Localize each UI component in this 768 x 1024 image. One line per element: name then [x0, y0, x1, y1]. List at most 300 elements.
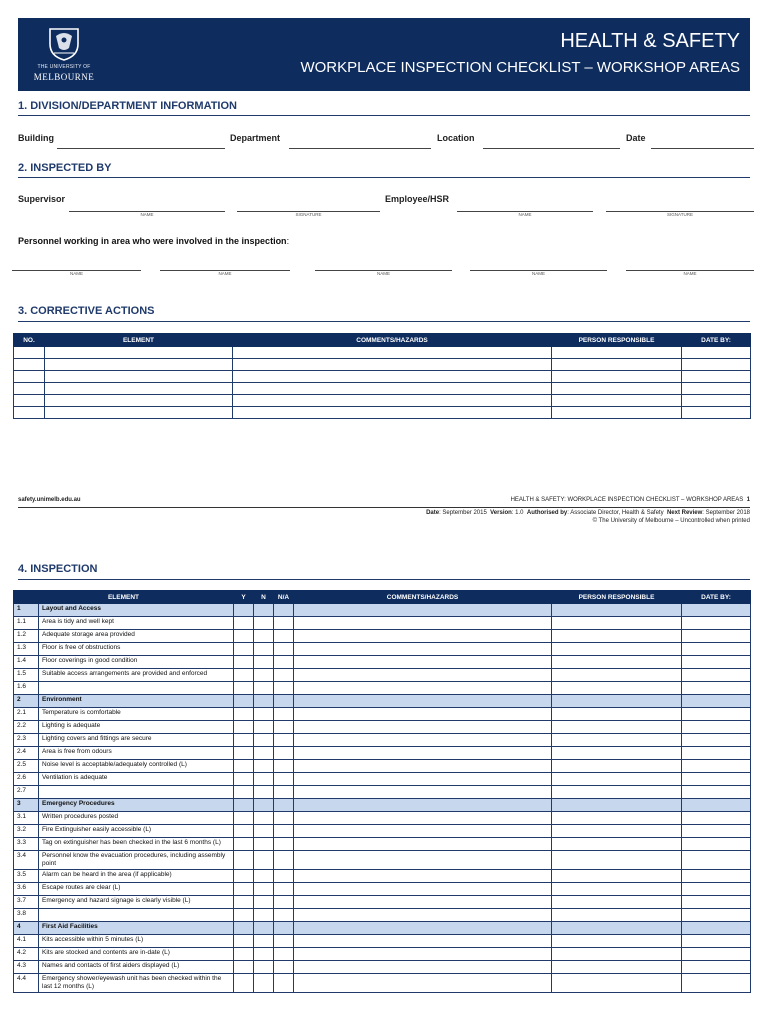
- inspection-item-number: 1.2: [14, 630, 39, 643]
- inspection-comments-cell[interactable]: [294, 851, 552, 870]
- inspection-y-cell[interactable]: [234, 682, 254, 695]
- inspection-item-text: Escape routes are clear (L): [39, 883, 234, 896]
- inspection-comments-cell[interactable]: [294, 838, 552, 851]
- ca-cell[interactable]: [682, 347, 751, 359]
- inspection-y-cell[interactable]: [234, 838, 254, 851]
- inspection-comments-cell[interactable]: [294, 747, 552, 760]
- building-label: Building: [18, 133, 54, 143]
- date-field[interactable]: [651, 148, 754, 149]
- footer-url[interactable]: safety.unimelb.edu.au: [18, 497, 81, 503]
- inspection-y-cell[interactable]: [234, 760, 254, 773]
- inspection-item-number: 4.1: [14, 935, 39, 948]
- inspection-person-cell[interactable]: [552, 643, 682, 656]
- inspection-date-cell[interactable]: [682, 896, 751, 909]
- footer-doc-title: [511, 497, 750, 503]
- inspection-item-text: Emergency Procedures: [39, 799, 234, 812]
- inspection-row: [14, 656, 751, 669]
- inspection-n-cell[interactable]: [254, 870, 274, 883]
- inspection-na-cell[interactable]: [274, 643, 294, 656]
- inspection-item-number: 1.6: [14, 682, 39, 695]
- ca-cell[interactable]: [14, 383, 45, 395]
- inspection-n-cell[interactable]: [254, 922, 274, 935]
- footer-doc-text: HEALTH & SAFETY: WORKPLACE INSPECTION CHECKLIST – WORKSHOP AREAS: [510, 497, 744, 503]
- inspection-n-cell[interactable]: [254, 617, 274, 630]
- inspection-comments-cell[interactable]: [294, 909, 552, 922]
- inspection-row: [14, 961, 751, 974]
- inspection-item-text: Area is free from odours: [39, 747, 234, 760]
- inspection-n-cell[interactable]: [254, 883, 274, 896]
- ca-cell[interactable]: [45, 359, 233, 371]
- inspection-y-cell[interactable]: [234, 935, 254, 948]
- inspection-comments-cell[interactable]: [294, 896, 552, 909]
- insp-col-na: N/A: [274, 591, 294, 604]
- supervisor-name-caption: NAME: [140, 212, 154, 217]
- footer-version-label: Version: [490, 510, 512, 516]
- personnel-text: Personnel working in area who were involved in the inspection: [18, 236, 287, 246]
- inspection-comments-cell[interactable]: [294, 883, 552, 896]
- inspection-date-cell[interactable]: [682, 682, 751, 695]
- inspection-comments-cell[interactable]: [294, 643, 552, 656]
- inspection-n-cell[interactable]: [254, 851, 274, 870]
- inspection-date-cell[interactable]: [682, 747, 751, 760]
- inspection-n-cell[interactable]: [254, 747, 274, 760]
- inspection-date-cell[interactable]: [682, 851, 751, 870]
- inspection-date-cell[interactable]: [682, 734, 751, 747]
- inspection-item-number: 3.7: [14, 896, 39, 909]
- inspection-y-cell[interactable]: [234, 656, 254, 669]
- inspection-na-cell[interactable]: [274, 851, 294, 870]
- inspection-person-cell[interactable]: [552, 786, 682, 799]
- inspection-item-text: Emergency and hazard signage is clearly visible (L): [39, 896, 234, 909]
- inspection-y-cell[interactable]: [234, 695, 254, 708]
- inspection-date-cell[interactable]: [682, 617, 751, 630]
- inspection-person-cell[interactable]: [552, 708, 682, 721]
- inspection-n-cell[interactable]: [254, 656, 274, 669]
- inspection-date-cell[interactable]: [682, 656, 751, 669]
- inspection-item-text: Temperature is comfortable: [39, 708, 234, 721]
- inspection-na-cell[interactable]: [274, 656, 294, 669]
- insp-col-date: DATE BY:: [682, 591, 751, 604]
- inspection-item-text: Environment: [39, 695, 234, 708]
- ca-col-comments: COMMENTS/HAZARDS: [233, 334, 552, 347]
- inspection-item-number: 2.4: [14, 747, 39, 760]
- inspection-na-cell[interactable]: [274, 773, 294, 786]
- inspection-n-cell[interactable]: [254, 961, 274, 974]
- inspection-person-cell[interactable]: [552, 909, 682, 922]
- ca-cell[interactable]: [552, 359, 682, 371]
- inspection-item-number: 3.3: [14, 838, 39, 851]
- inspection-comments-cell[interactable]: [294, 708, 552, 721]
- inspection-person-cell[interactable]: [552, 695, 682, 708]
- inspection-person-cell[interactable]: [552, 721, 682, 734]
- employee-signature-caption: SIGNATURE: [667, 212, 693, 217]
- inspection-item-text: Alarm can be heard in the area (if applicable): [39, 870, 234, 883]
- ca-cell[interactable]: [14, 395, 45, 407]
- inspection-item-text: Written procedures posted: [39, 812, 234, 825]
- inspection-date-cell[interactable]: [682, 825, 751, 838]
- inspection-n-cell[interactable]: [254, 643, 274, 656]
- inspection-item-text: First Aid Facilities: [39, 922, 234, 935]
- inspection-row: [14, 935, 751, 948]
- page-subtitle: WORKPLACE INSPECTION CHECKLIST – WORKSHOP AREAS: [300, 59, 740, 76]
- section4-rule: [18, 579, 750, 580]
- ca-cell[interactable]: [552, 407, 682, 419]
- inspection-row: [14, 870, 751, 883]
- inspection-y-cell[interactable]: [234, 799, 254, 812]
- inspection-na-cell[interactable]: [274, 838, 294, 851]
- inspection-date-cell[interactable]: [682, 838, 751, 851]
- inspection-person-cell[interactable]: [552, 617, 682, 630]
- inspection-comments-cell[interactable]: [294, 948, 552, 961]
- inspection-na-cell[interactable]: [274, 721, 294, 734]
- inspection-comments-cell[interactable]: [294, 682, 552, 695]
- inspection-comments-cell[interactable]: [294, 760, 552, 773]
- inspection-y-cell[interactable]: [234, 948, 254, 961]
- ca-cell[interactable]: [233, 407, 552, 419]
- inspection-date-cell[interactable]: [682, 669, 751, 682]
- inspection-item-number: 1.3: [14, 643, 39, 656]
- ca-cell[interactable]: [14, 359, 45, 371]
- inspection-row: [14, 721, 751, 734]
- inspection-date-cell[interactable]: [682, 604, 751, 617]
- inspection-y-cell[interactable]: [234, 708, 254, 721]
- inspection-y-cell[interactable]: [234, 825, 254, 838]
- inspection-y-cell[interactable]: [234, 721, 254, 734]
- ca-cell[interactable]: [14, 371, 45, 383]
- section3-rule: [18, 321, 750, 322]
- inspection-item-number: 2.1: [14, 708, 39, 721]
- inspection-n-cell[interactable]: [254, 825, 274, 838]
- inspection-na-cell[interactable]: [274, 935, 294, 948]
- inspection-item-text: Fire Extinguisher easily accessible (L): [39, 825, 234, 838]
- ca-cell[interactable]: [552, 371, 682, 383]
- ca-cell[interactable]: [45, 395, 233, 407]
- ca-cell[interactable]: [14, 347, 45, 359]
- inspection-date-cell[interactable]: [682, 708, 751, 721]
- inspection-item-number: 1.4: [14, 656, 39, 669]
- inspection-person-cell[interactable]: [552, 896, 682, 909]
- footer-auth-label: Authorised by: [526, 510, 568, 516]
- inspection-comments-cell[interactable]: [294, 799, 552, 812]
- inspection-n-cell[interactable]: [254, 974, 274, 993]
- page-title: HEALTH & SAFETY: [560, 30, 740, 52]
- personnel-name-caption-1: NAME: [69, 271, 83, 276]
- inspection-na-cell[interactable]: [274, 948, 294, 961]
- inspection-date-cell[interactable]: [682, 721, 751, 734]
- inspection-person-cell[interactable]: [552, 604, 682, 617]
- personnel-name-caption-3: NAME: [376, 271, 390, 276]
- building-field[interactable]: [57, 148, 225, 149]
- inspection-person-cell[interactable]: [552, 948, 682, 961]
- inspection-n-cell[interactable]: [254, 812, 274, 825]
- inspection-na-cell[interactable]: [274, 870, 294, 883]
- inspection-y-cell[interactable]: [234, 669, 254, 682]
- inspection-date-cell[interactable]: [682, 773, 751, 786]
- inspection-n-cell[interactable]: [254, 630, 274, 643]
- inspection-y-cell[interactable]: [234, 974, 254, 993]
- inspection-n-cell[interactable]: [254, 669, 274, 682]
- inspection-person-cell[interactable]: [552, 883, 682, 896]
- personnel-colon: :: [286, 236, 290, 246]
- inspection-comments-cell[interactable]: [294, 922, 552, 935]
- inspection-row: [14, 948, 751, 961]
- footer-auth-value: : Associate Director, Health & Safety: [567, 510, 664, 516]
- inspection-row: [14, 838, 751, 851]
- ca-cell[interactable]: [233, 395, 552, 407]
- inspection-item-text: Layout and Access: [39, 604, 234, 617]
- inspection-row: [14, 708, 751, 721]
- inspection-person-cell[interactable]: [552, 935, 682, 948]
- inspection-y-cell[interactable]: [234, 786, 254, 799]
- inspection-item-text: Area is tidy and well kept: [39, 617, 234, 630]
- logo-line1: THE UNIVERSITY OF: [37, 64, 91, 70]
- inspection-person-cell[interactable]: [552, 922, 682, 935]
- inspection-y-cell[interactable]: [234, 922, 254, 935]
- inspection-date-cell[interactable]: [682, 799, 751, 812]
- inspection-n-cell[interactable]: [254, 948, 274, 961]
- inspection-comments-cell[interactable]: [294, 961, 552, 974]
- inspection-comments-cell[interactable]: [294, 695, 552, 708]
- inspection-y-cell[interactable]: [234, 961, 254, 974]
- inspection-row: [14, 773, 751, 786]
- ca-cell[interactable]: [233, 383, 552, 395]
- insp-col-n: N: [254, 591, 274, 604]
- inspection-comments-cell[interactable]: [294, 669, 552, 682]
- inspection-y-cell[interactable]: [234, 883, 254, 896]
- department-field[interactable]: [289, 148, 431, 149]
- inspection-row: [14, 786, 751, 799]
- ca-cell[interactable]: [14, 407, 45, 419]
- inspection-comments-cell[interactable]: [294, 974, 552, 993]
- inspection-na-cell[interactable]: [274, 961, 294, 974]
- inspection-comments-cell[interactable]: [294, 617, 552, 630]
- inspection-row: [14, 747, 751, 760]
- inspection-person-cell[interactable]: [552, 747, 682, 760]
- inspection-person-cell[interactable]: [552, 851, 682, 870]
- ca-row: [14, 371, 751, 383]
- inspection-na-cell[interactable]: [274, 734, 294, 747]
- inspection-na-cell[interactable]: [274, 786, 294, 799]
- inspection-date-cell[interactable]: [682, 922, 751, 935]
- ca-cell[interactable]: [552, 395, 682, 407]
- inspection-item-number: 3.2: [14, 825, 39, 838]
- inspection-y-cell[interactable]: [234, 896, 254, 909]
- inspection-comments-cell[interactable]: [294, 734, 552, 747]
- inspection-person-cell[interactable]: [552, 974, 682, 993]
- inspection-na-cell[interactable]: [274, 617, 294, 630]
- footer-date-label: Date: [426, 510, 440, 516]
- inspection-y-cell[interactable]: [234, 909, 254, 922]
- ca-col-element: ELEMENT: [45, 334, 233, 347]
- inspection-comments-cell[interactable]: [294, 773, 552, 786]
- inspection-y-cell[interactable]: [234, 617, 254, 630]
- inspection-comments-cell[interactable]: [294, 812, 552, 825]
- inspection-comments-cell[interactable]: [294, 786, 552, 799]
- inspection-person-cell[interactable]: [552, 812, 682, 825]
- inspection-y-cell[interactable]: [234, 604, 254, 617]
- corrective-actions-table: [13, 333, 751, 419]
- inspection-y-cell[interactable]: [234, 773, 254, 786]
- inspection-item-text: Tag on extinguisher has been checked in the last 6 months (L): [39, 838, 234, 851]
- footer-page-number: 1: [746, 497, 750, 503]
- inspection-person-cell[interactable]: [552, 838, 682, 851]
- inspection-n-cell[interactable]: [254, 760, 274, 773]
- inspection-person-cell[interactable]: [552, 825, 682, 838]
- inspection-date-cell[interactable]: [682, 760, 751, 773]
- inspection-category-row: [14, 922, 751, 935]
- inspection-na-cell[interactable]: [274, 974, 294, 993]
- inspection-row: [14, 851, 751, 870]
- inspection-item-text: Kits are stocked and contents are in-date (L): [39, 948, 234, 961]
- inspection-n-cell[interactable]: [254, 708, 274, 721]
- ca-cell[interactable]: [233, 371, 552, 383]
- inspection-na-cell[interactable]: [274, 909, 294, 922]
- personnel-name-caption-4: NAME: [531, 271, 545, 276]
- inspection-na-cell[interactable]: [274, 682, 294, 695]
- ca-cell[interactable]: [233, 359, 552, 371]
- inspection-y-cell[interactable]: [234, 870, 254, 883]
- inspection-n-cell[interactable]: [254, 773, 274, 786]
- inspection-category-row: [14, 604, 751, 617]
- inspection-y-cell[interactable]: [234, 643, 254, 656]
- inspection-date-cell[interactable]: [682, 695, 751, 708]
- inspection-person-cell[interactable]: [552, 656, 682, 669]
- document-header: [18, 18, 750, 91]
- crest-icon: [47, 26, 81, 62]
- ca-cell[interactable]: [45, 407, 233, 419]
- inspection-date-cell[interactable]: [682, 948, 751, 961]
- inspection-y-cell[interactable]: [234, 812, 254, 825]
- inspection-na-cell[interactable]: [274, 799, 294, 812]
- inspection-n-cell[interactable]: [254, 896, 274, 909]
- inspection-date-cell[interactable]: [682, 643, 751, 656]
- inspection-comments-cell[interactable]: [294, 630, 552, 643]
- inspection-item-text: [39, 909, 234, 922]
- inspection-item-number: 2.6: [14, 773, 39, 786]
- inspection-n-cell[interactable]: [254, 604, 274, 617]
- inspection-n-cell[interactable]: [254, 799, 274, 812]
- inspection-item-text: Ventilation is adequate: [39, 773, 234, 786]
- inspection-na-cell[interactable]: [274, 760, 294, 773]
- inspection-n-cell[interactable]: [254, 786, 274, 799]
- inspection-na-cell[interactable]: [274, 812, 294, 825]
- ca-cell[interactable]: [45, 371, 233, 383]
- inspection-comments-cell[interactable]: [294, 825, 552, 838]
- inspection-comments-cell[interactable]: [294, 935, 552, 948]
- inspection-n-cell[interactable]: [254, 838, 274, 851]
- ca-cell[interactable]: [682, 371, 751, 383]
- ca-cell[interactable]: [682, 359, 751, 371]
- inspection-person-cell[interactable]: [552, 734, 682, 747]
- inspection-na-cell[interactable]: [274, 883, 294, 896]
- inspection-comments-cell[interactable]: [294, 870, 552, 883]
- inspection-date-cell[interactable]: [682, 909, 751, 922]
- inspection-row: [14, 974, 751, 993]
- ca-cell[interactable]: [233, 347, 552, 359]
- inspection-y-cell[interactable]: [234, 734, 254, 747]
- inspection-na-cell[interactable]: [274, 630, 294, 643]
- employee-label: Employee/HSR: [385, 194, 450, 204]
- inspection-person-cell[interactable]: [552, 870, 682, 883]
- inspection-person-cell[interactable]: [552, 669, 682, 682]
- ca-cell[interactable]: [682, 383, 751, 395]
- inspection-y-cell[interactable]: [234, 630, 254, 643]
- inspection-date-cell[interactable]: [682, 961, 751, 974]
- inspection-date-cell[interactable]: [682, 883, 751, 896]
- ca-row: [14, 407, 751, 419]
- inspection-person-cell[interactable]: [552, 630, 682, 643]
- ca-row: [14, 359, 751, 371]
- inspection-na-cell[interactable]: [274, 896, 294, 909]
- inspection-n-cell[interactable]: [254, 695, 274, 708]
- ca-cell[interactable]: [552, 347, 682, 359]
- inspection-item-number: 2.2: [14, 721, 39, 734]
- inspection-item-number: 3.6: [14, 883, 39, 896]
- inspection-na-cell[interactable]: [274, 922, 294, 935]
- inspection-row: [14, 669, 751, 682]
- personnel-name-caption-2: NAME: [218, 271, 232, 276]
- inspection-item-number: 3: [14, 799, 39, 812]
- inspection-person-cell[interactable]: [552, 773, 682, 786]
- inspection-person-cell[interactable]: [552, 682, 682, 695]
- inspection-n-cell[interactable]: [254, 935, 274, 948]
- location-field[interactable]: [483, 148, 620, 149]
- inspection-date-cell[interactable]: [682, 974, 751, 993]
- inspection-n-cell[interactable]: [254, 682, 274, 695]
- inspection-item-text: Names and contacts of first aiders displayed (L): [39, 961, 234, 974]
- inspection-person-cell[interactable]: [552, 799, 682, 812]
- inspection-item-text: Suitable access arrangements are provided and enforced: [39, 669, 234, 682]
- inspection-comments-cell[interactable]: [294, 721, 552, 734]
- ca-cell[interactable]: [682, 407, 751, 419]
- inspection-comments-cell[interactable]: [294, 656, 552, 669]
- insp-col-element: ELEMENT: [14, 591, 234, 604]
- inspection-date-cell[interactable]: [682, 812, 751, 825]
- ca-cell[interactable]: [682, 395, 751, 407]
- inspection-y-cell[interactable]: [234, 747, 254, 760]
- ca-col-date: DATE BY:: [682, 334, 751, 347]
- inspection-n-cell[interactable]: [254, 909, 274, 922]
- inspection-y-cell[interactable]: [234, 851, 254, 870]
- inspection-na-cell[interactable]: [274, 747, 294, 760]
- inspection-date-cell[interactable]: [682, 630, 751, 643]
- inspection-na-cell[interactable]: [274, 708, 294, 721]
- insp-col-person: PERSON RESPONSIBLE: [552, 591, 682, 604]
- inspection-item-number: 3.5: [14, 870, 39, 883]
- inspection-comments-cell[interactable]: [294, 604, 552, 617]
- inspection-na-cell[interactable]: [274, 695, 294, 708]
- inspection-date-cell[interactable]: [682, 870, 751, 883]
- ca-cell[interactable]: [552, 383, 682, 395]
- inspection-na-cell[interactable]: [274, 669, 294, 682]
- personnel-label: [18, 236, 289, 246]
- inspection-row: [14, 825, 751, 838]
- inspection-n-cell[interactable]: [254, 734, 274, 747]
- inspection-na-cell[interactable]: [274, 825, 294, 838]
- inspection-date-cell[interactable]: [682, 935, 751, 948]
- inspection-category-row: [14, 695, 751, 708]
- ca-cell[interactable]: [45, 347, 233, 359]
- footer-date-value: : September 2015: [439, 510, 487, 516]
- inspection-n-cell[interactable]: [254, 721, 274, 734]
- inspection-row: [14, 734, 751, 747]
- inspection-person-cell[interactable]: [552, 760, 682, 773]
- inspection-na-cell[interactable]: [274, 604, 294, 617]
- inspection-date-cell[interactable]: [682, 786, 751, 799]
- inspection-person-cell[interactable]: [552, 961, 682, 974]
- section1-rule: [18, 115, 750, 116]
- ca-cell[interactable]: [45, 383, 233, 395]
